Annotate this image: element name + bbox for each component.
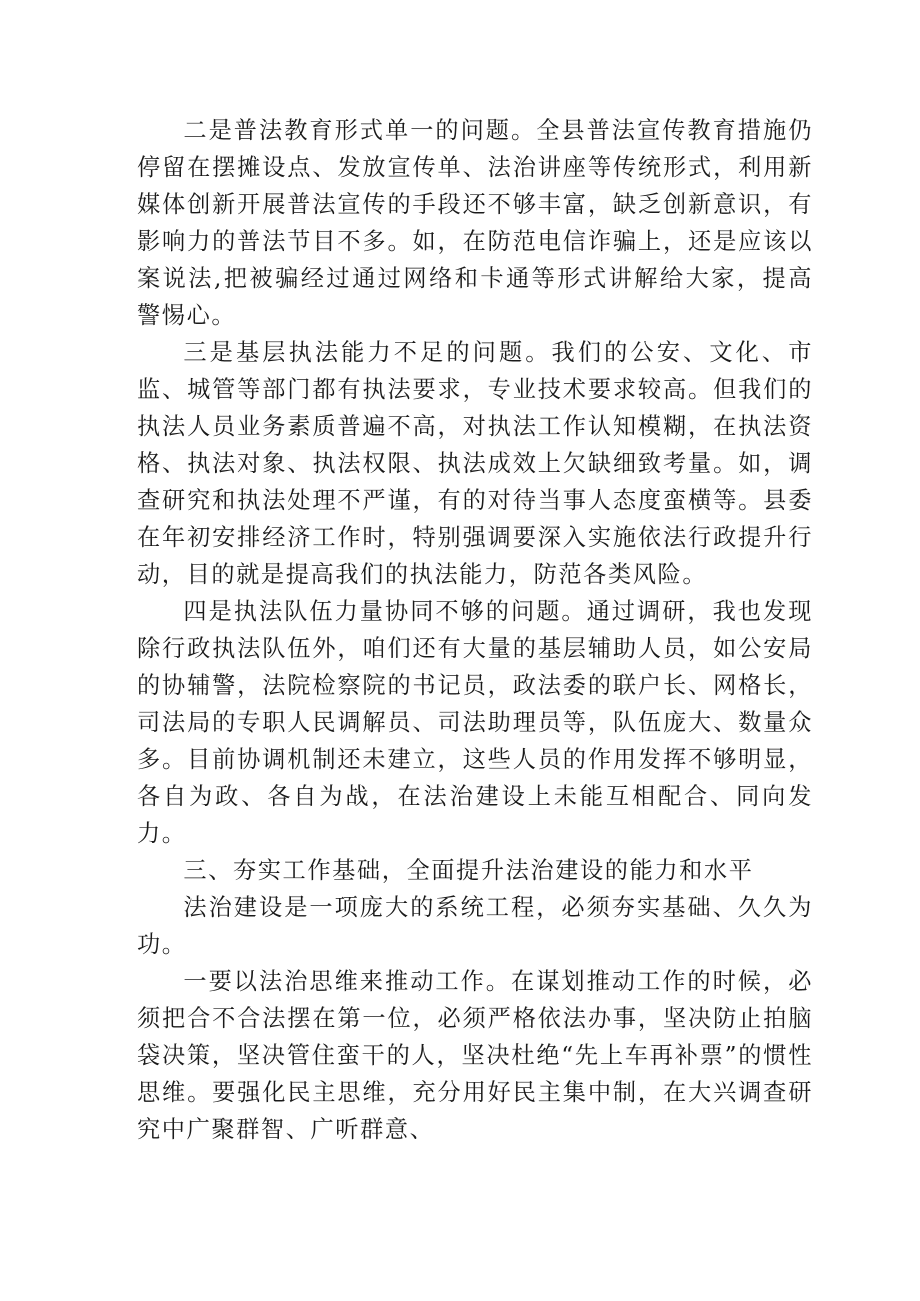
paragraph-enforcement-coordination: 四是执法队伍力量协同不够的问题。通过调研，我也发现除行政执法队伍外，咱们还有大量的基层辅助人员，如公安局的协辅警，法院检察院的书记员，政法委的联户长、网格长，司法局的专职人民调解员、司法助理员等，队伍庞大、数量众多。目前协调机制还未建立，这些人员的作用发挥不够明显，各自为政、各自为战，在法治建设上未能互相配合、同向发力。 [137, 598, 813, 847]
paragraph-section-intro: 法治建设是一项庞大的系统工程，必须夯实基础、久久为功。 [137, 894, 813, 958]
section-heading: 三、夯实工作基础，全面提升法治建设的能力和水平 [183, 857, 754, 884]
document-page [137, 112, 813, 1148]
paragraph-legal-education: 二是普法教育形式单一的问题。全县普法宣传教育措施仍停留在摆摊设点、发放宣传单、法治讲座等传统形式，利用新媒体创新开展普法宣传的手段还不够丰富，缺乏创新意识，有影响力的普法节目不多。如，在防范电信诈骗上，还是应该以案说法,把被骗经过通过网络和卡通等形式讲解给大家，提高警惕心。 [137, 117, 813, 329]
paragraph-law-enforcement-capacity: 三是基层执法能力不足的问题。我们的公安、文化、市监、城管等部门都有执法要求，专业技术要求较高。但我们的执法人员业务素质普遍不高，对执法工作认知模糊，在执法资格、执法对象、执法权限、执法成效上欠缺细致考量。如，调查研究和执法处理不严谨，有的对待当事人态度蛮横等。县委在年初安排经济工作时，特别强调要深入实施依法行政提升行动，目的就是提高我们的执法能力，防范各类风险。 [137, 339, 813, 588]
paragraph-rule-of-law-thinking: 一要以法治思维来推动工作。在谋划推动工作的时候，必须把合不合法摆在第一位，必须严格依法办事，坚决防止拍脑袋决策，坚决管住蛮干的人，坚决杜绝“先上车再补票”的惯性思维。要强化民主思维，充分用好民主集中制，在大兴调查研究中广聚群智、广听群意、 [137, 968, 813, 1143]
